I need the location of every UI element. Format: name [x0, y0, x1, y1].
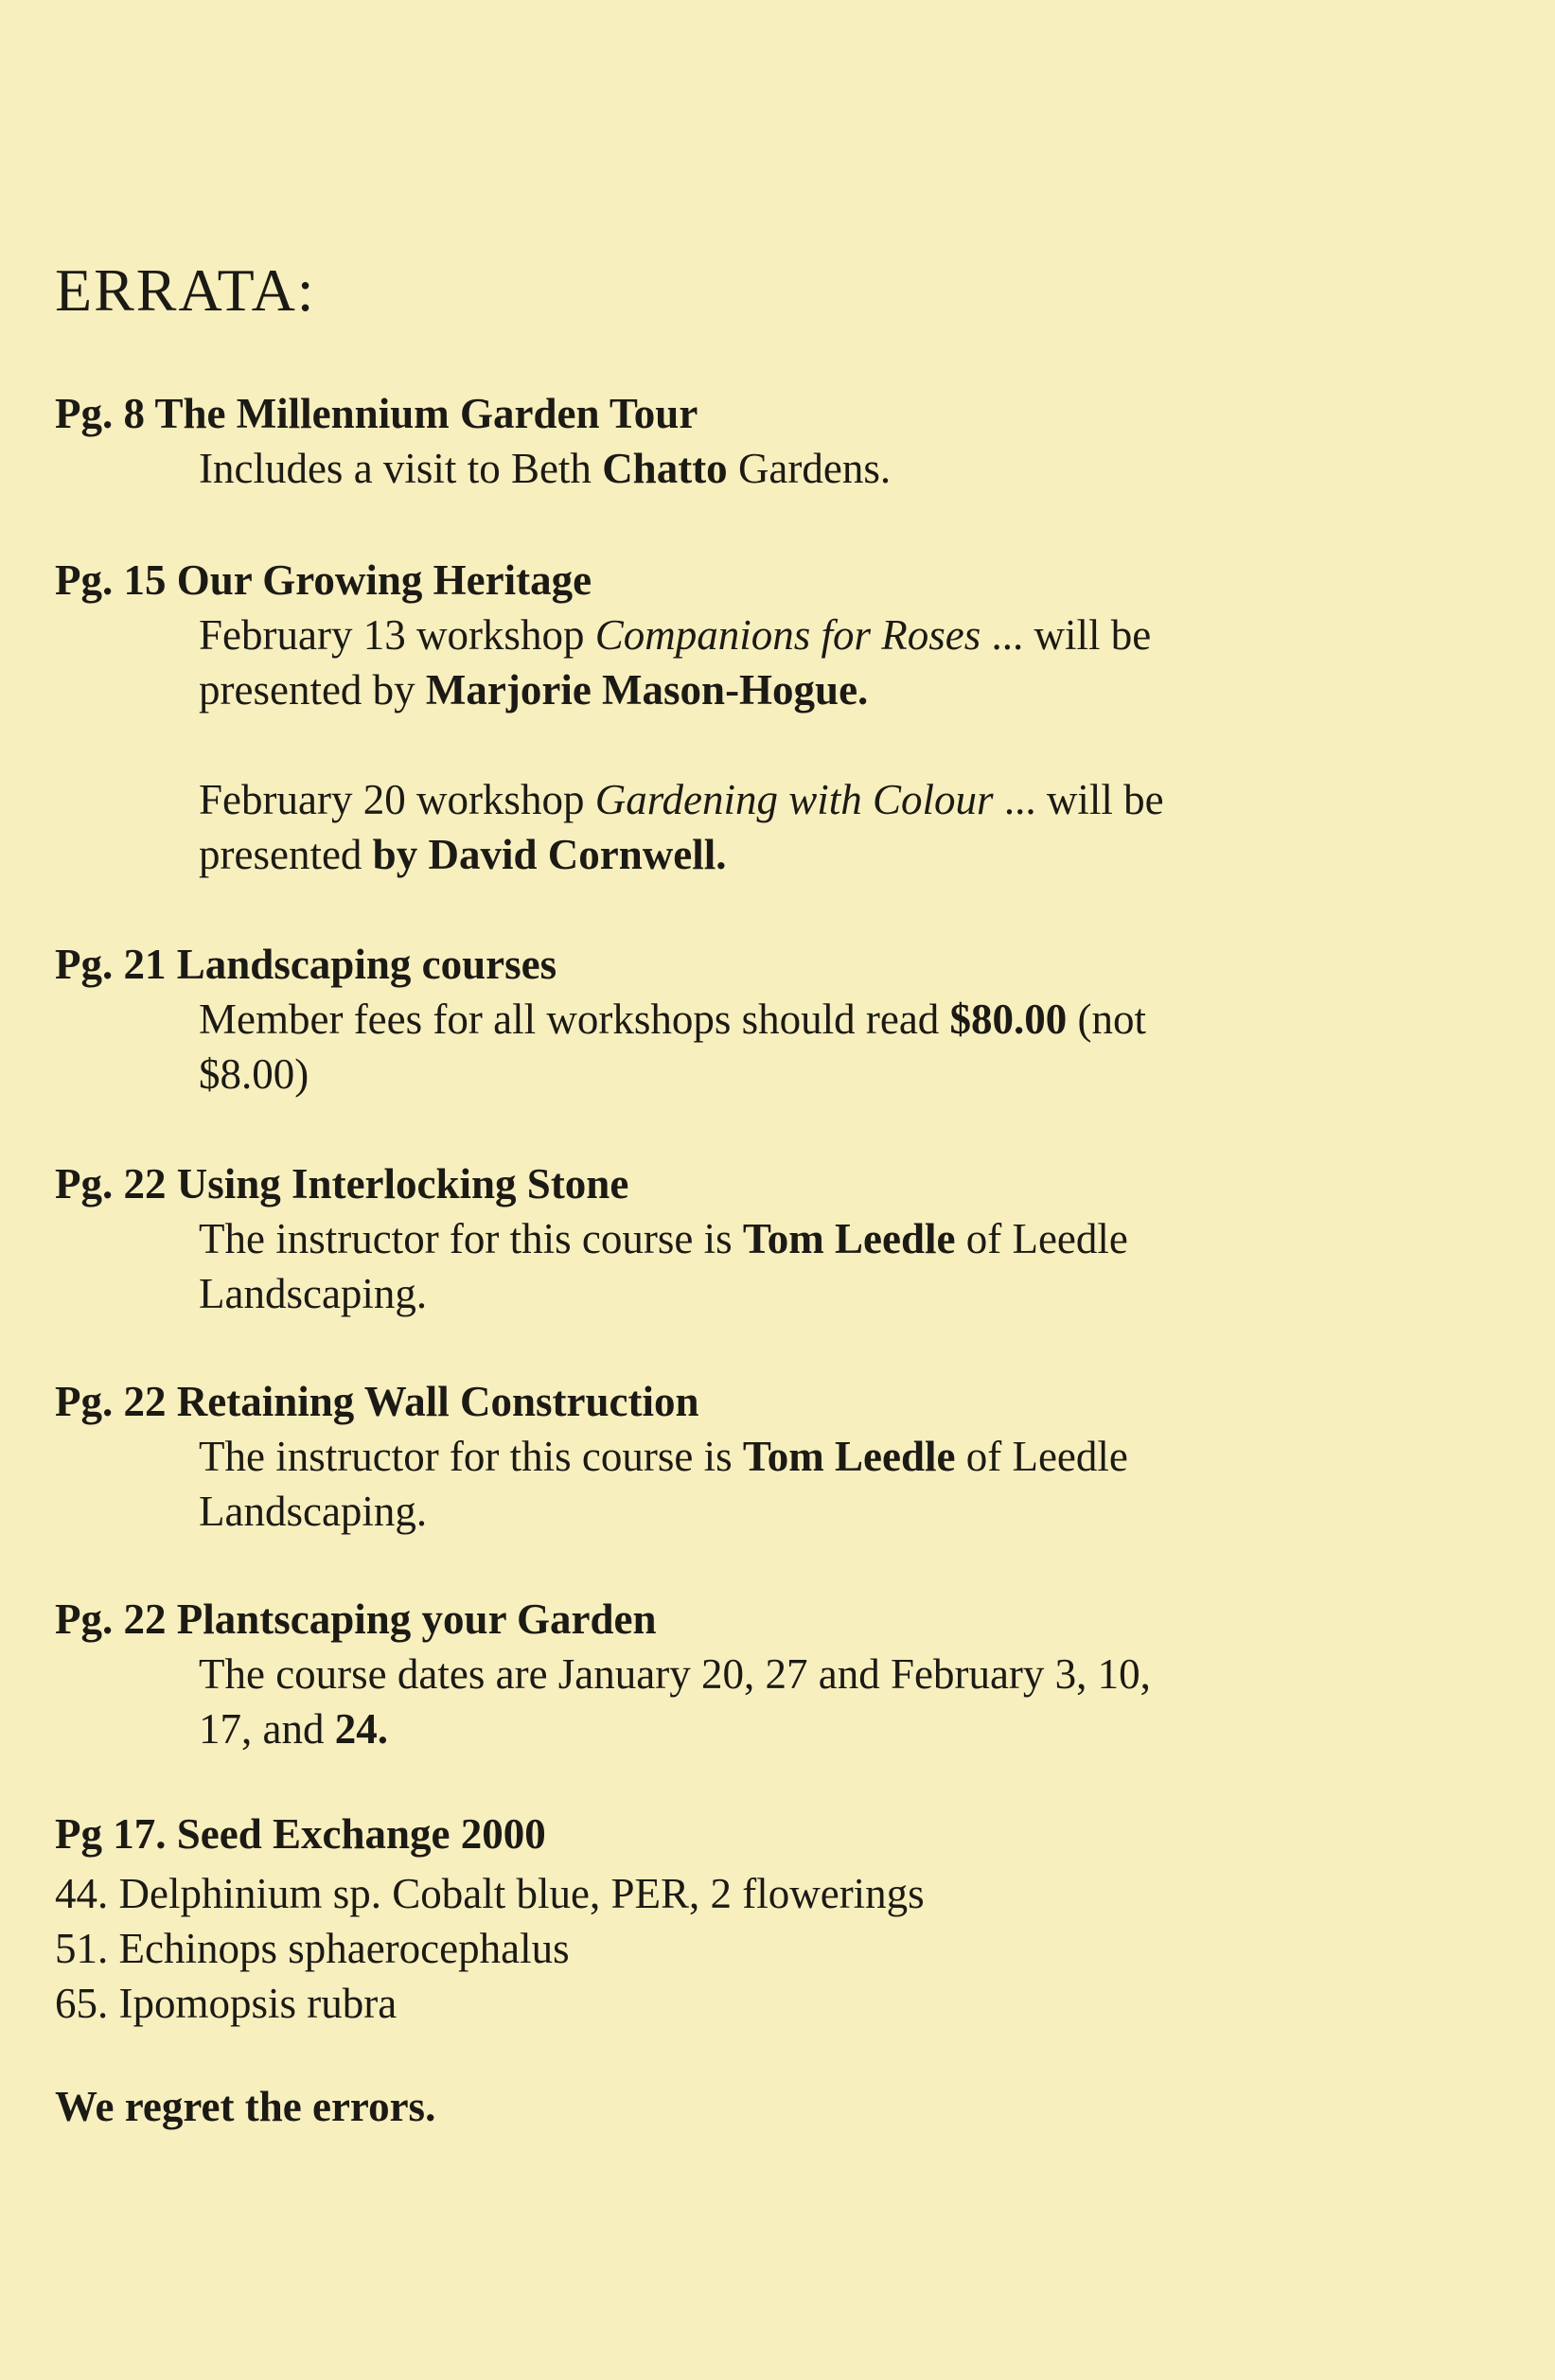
entry-text: Marjorie Mason-Hogue. [425, 666, 869, 714]
entry-text: presented by [199, 666, 426, 714]
entry-line [199, 772, 1164, 827]
entry-text: Gardens. [727, 445, 892, 492]
entry-line [199, 1701, 1151, 1756]
entry-text: $80.00 [949, 996, 1068, 1043]
entry-body [199, 441, 891, 496]
entry-line [199, 992, 1146, 1047]
entry-text: Chatto [602, 445, 728, 492]
errata-entry [55, 937, 1146, 1102]
entry-text: Tom Leedle [742, 1215, 956, 1262]
entry-text: $8.00) [199, 1050, 309, 1098]
entry-heading [55, 1374, 1128, 1429]
entry-line [199, 608, 1164, 662]
entry-title: Using Interlocking Stone [176, 1160, 629, 1208]
errata-entry [55, 386, 891, 496]
entry-line [199, 1047, 1146, 1102]
entry-line [199, 1484, 1128, 1539]
entry-text: Companions for Roses [594, 611, 981, 659]
errata-entry [55, 553, 1164, 882]
entry-body [199, 992, 1146, 1102]
page-title: ERRATA: [55, 256, 316, 324]
entry-page-ref: Pg. 22 [55, 1378, 167, 1425]
entry-page-ref: Pg. 15 [55, 556, 167, 604]
entry-text: February 20 workshop [199, 776, 595, 823]
entry-heading [55, 386, 891, 441]
entry-title: Landscaping courses [176, 941, 557, 988]
entry-text: The course dates are January 20, 27 and February 3, 10, [199, 1650, 1151, 1698]
entry-text: The instructor for this course is [199, 1215, 743, 1262]
entry-text: February 13 workshop [199, 611, 595, 659]
seed-item: 51. Echinops sphaerocephalus [55, 1925, 570, 1972]
entry-heading [55, 1592, 1151, 1647]
entry-title: Plantscaping your Garden [176, 1595, 657, 1643]
seed-exchange-heading: Pg 17. Seed Exchange 2000 [55, 1810, 546, 1858]
errata-entry [55, 1592, 1151, 1756]
entry-text: The instructor for this course is [199, 1433, 743, 1480]
errata-entry [55, 1156, 1128, 1321]
entry-title: The Millennium Garden Tour [154, 390, 698, 437]
entry-heading [55, 1156, 1128, 1211]
entry-text: Gardening with Colour [594, 776, 994, 823]
entry-line [199, 1266, 1128, 1321]
entry-body [199, 1647, 1151, 1756]
entry-page-ref: Pg. 22 [55, 1595, 167, 1643]
entry-page-ref: Pg. 8 [55, 390, 145, 437]
entry-title: Retaining Wall Construction [176, 1378, 699, 1425]
entry-line [199, 1211, 1128, 1266]
entry-body [199, 1429, 1128, 1539]
entry-title: Our Growing Heritage [176, 556, 592, 604]
entry-line [199, 441, 891, 496]
entry-page-ref: Pg. 21 [55, 941, 167, 988]
entry-text: (not [1067, 996, 1147, 1043]
entry-body [199, 1211, 1128, 1321]
entry-line [199, 1429, 1128, 1484]
entry-text: ... will be [993, 776, 1164, 823]
entry-text: Member fees for all workshops should read [199, 996, 950, 1043]
entry-heading [55, 553, 1164, 608]
entry-text: Includes a visit to Beth [199, 445, 603, 492]
closing-note: We regret the errors. [55, 2083, 436, 2130]
entry-text: Landscaping. [199, 1488, 428, 1535]
entry-text: presented [199, 831, 373, 878]
seed-item: 65. Ipomopsis rubra [55, 1980, 398, 2027]
seed-item: 44. Delphinium sp. Cobalt blue, PER, 2 flowerings [55, 1870, 925, 1917]
seed-exchange-list [55, 1866, 925, 2031]
entry-text: of Leedle [955, 1433, 1128, 1480]
entry-heading [55, 937, 1146, 992]
entry-text: Landscaping. [199, 1270, 428, 1317]
entry-text: Tom Leedle [742, 1433, 956, 1480]
entry-text: ... will be [981, 611, 1152, 659]
entry-text: of Leedle [955, 1215, 1128, 1262]
entry-text: 24. [334, 1705, 388, 1753]
entry-page-ref: Pg. 22 [55, 1160, 167, 1208]
entry-line [199, 827, 1164, 882]
errata-entry [55, 1374, 1128, 1539]
entry-line [199, 662, 1164, 717]
entry-text: 17, and [199, 1705, 335, 1753]
entry-text: by David Cornwell. [372, 831, 727, 878]
entry-line [199, 717, 1164, 772]
entry-line [199, 1647, 1151, 1701]
entry-body [199, 608, 1164, 882]
